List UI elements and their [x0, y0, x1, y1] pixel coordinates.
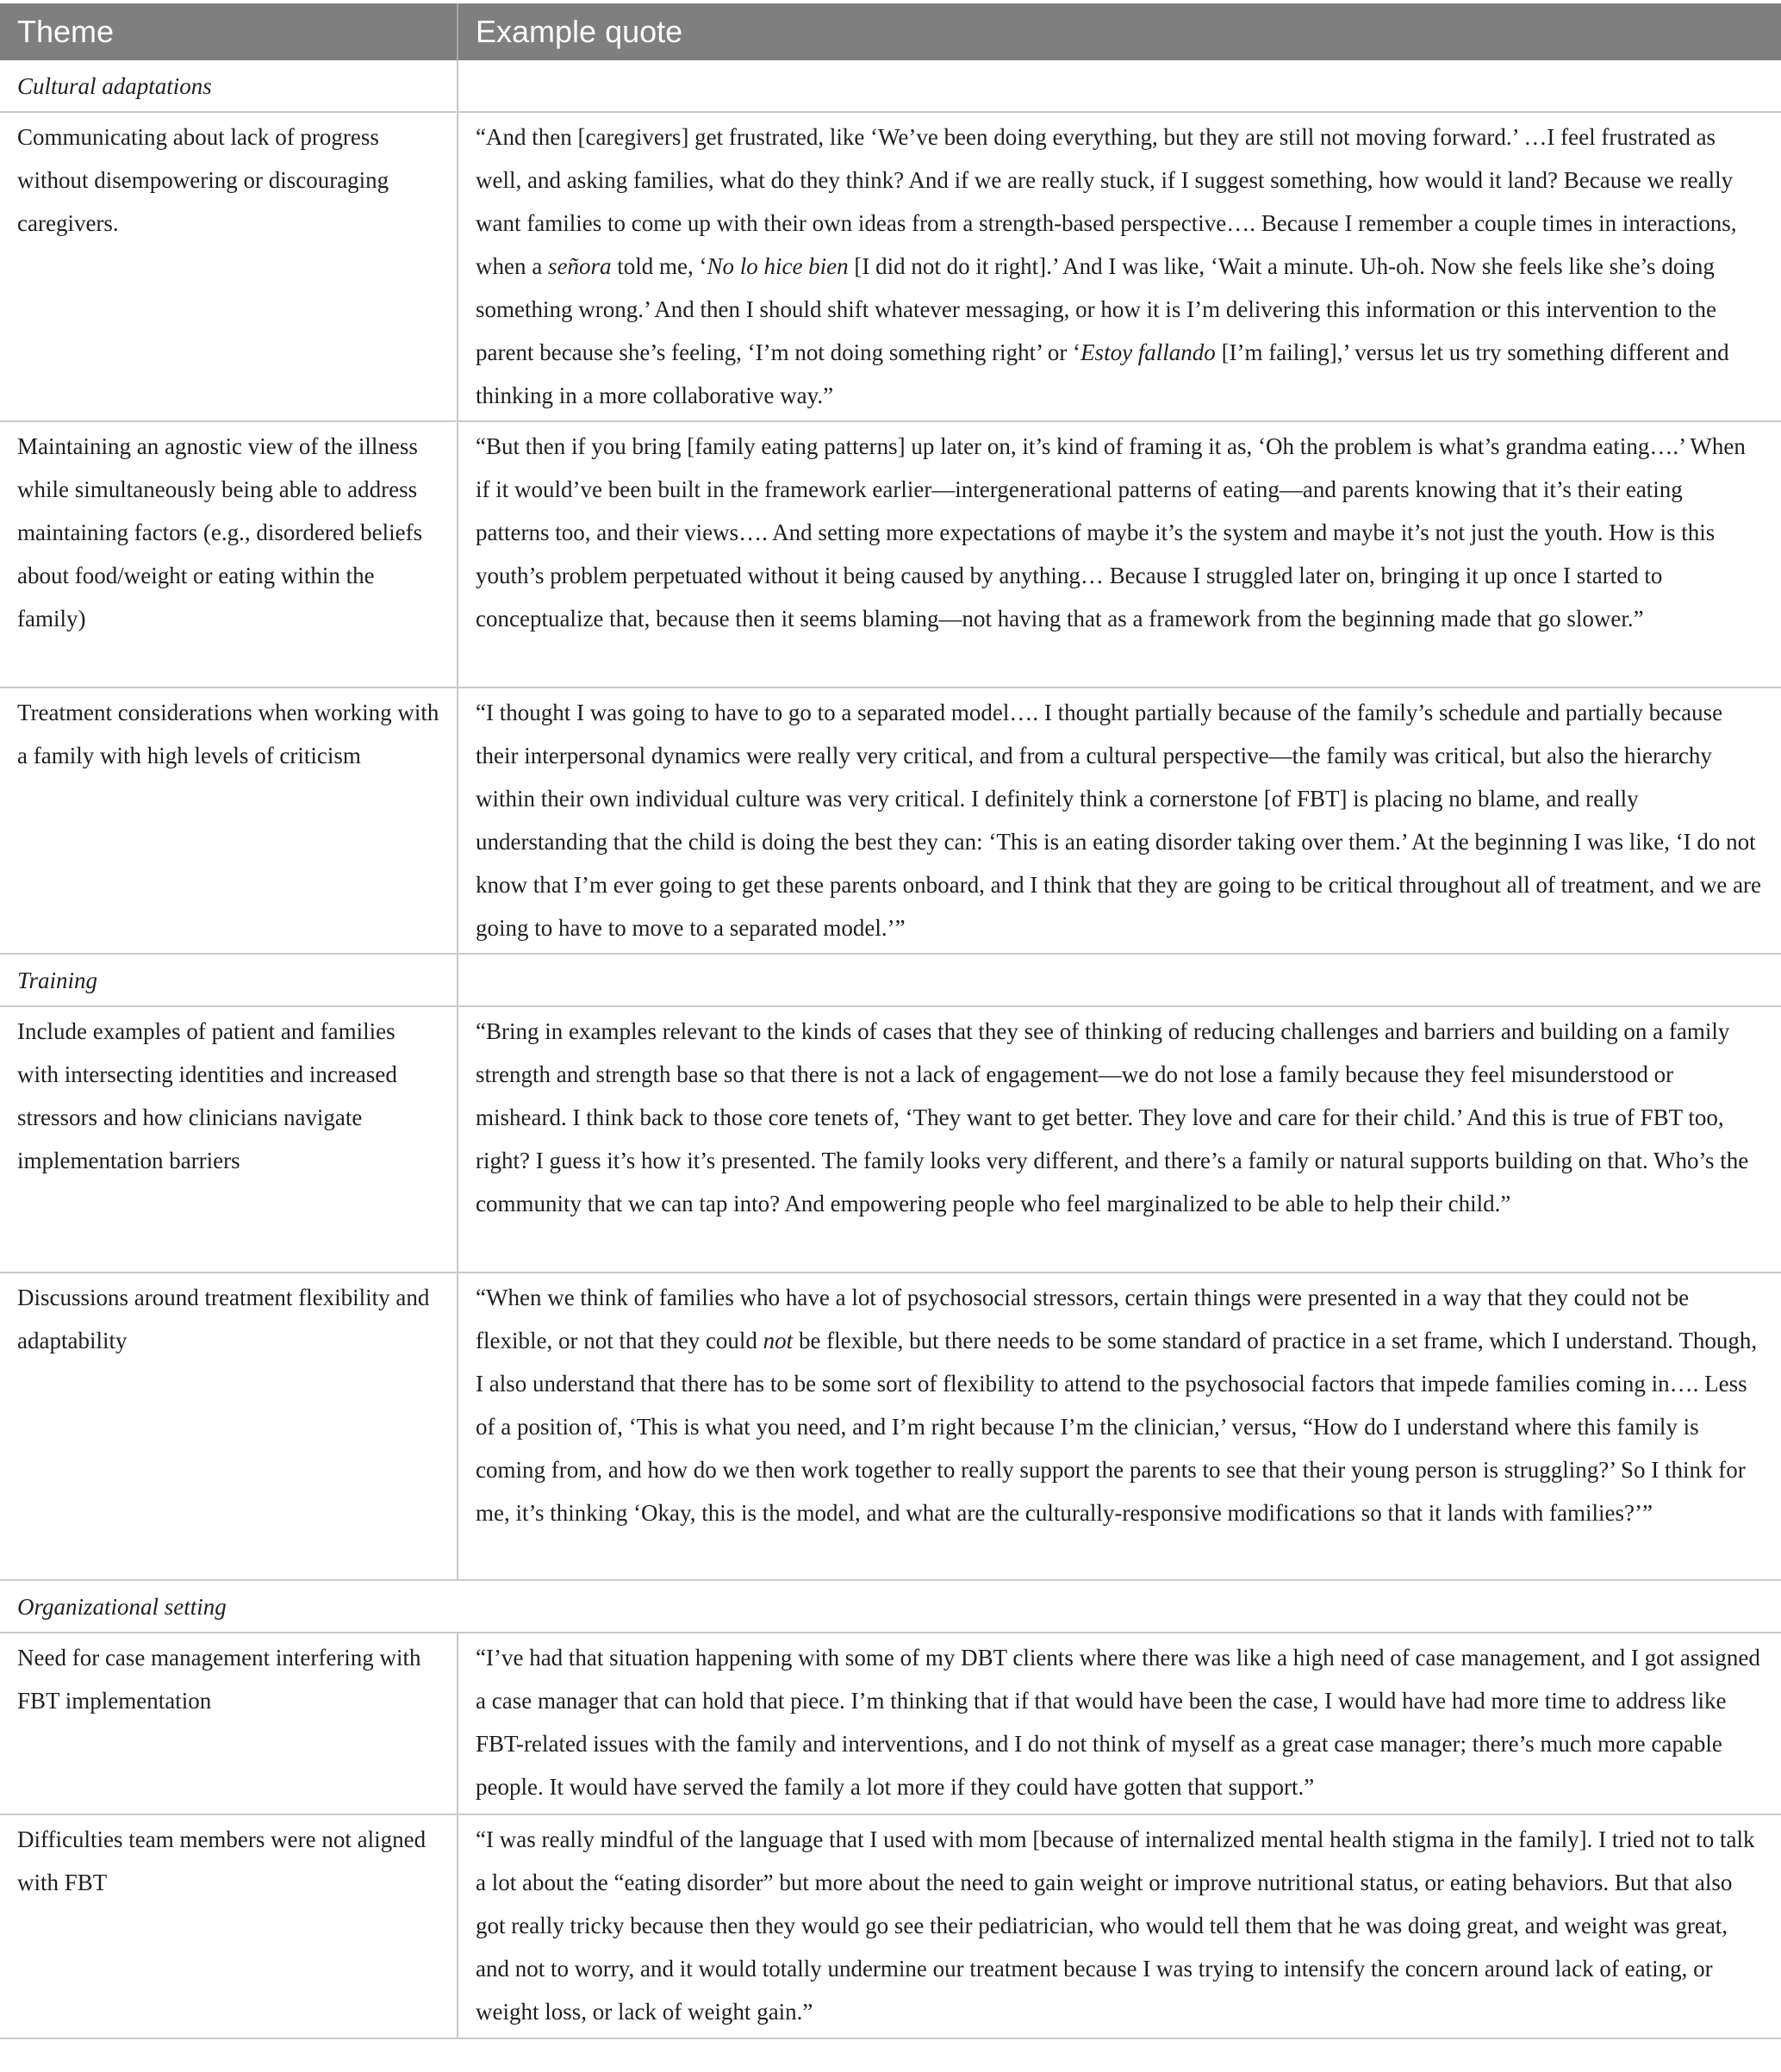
quote-cell: “But then if you bring [family eating patterns] up later on, it’s kind of framing it as, ‘Oh the problem is what’s grandma eating….’ When if it would’ve been built in the framework earlier—intergenerational patterns of eating—and parents knowing that it’s their eating patterns too, and their views…. And setting more expectations of maybe it’s the system and maybe it’s not just the youth. How is this youth’s problem perpetuated without it being caused by anything… Because I struggled later on, bringing it up once I started to conceptualize that, because then it seems blaming—not having that as a framework from the beginning made that go slower.”	[458, 421, 1781, 688]
theme-cell: Include examples of patient and families with intersecting identities and increased stressors and how clinicians navigate implementation barriers	[0, 1006, 458, 1272]
quote-cell: “I’ve had that situation happening with some of my DBT clients where there was like a high need of case management, and I got assigned a case manager that can hold that piece. I’m thinking that if that would have been the case, I would have had more time to address like FBT-related issues with the family and interventions, and I do not think of myself as a great case manager; there’s much more capable people. It would have served the family a lot more if they could have gotten that support.”	[458, 1633, 1781, 1814]
themes-table	[0, 3, 1781, 2039]
quote-text: [I did not do it right].’ And I was like, ‘Wait a minute. Uh-oh. Now she feels like she’s doing something wrong.’ And then I should shift whatever messaging, or how it is I’m delivering this information or this intervention to the parent because she’s feeling, ‘I’m not doing something right’ or ‘	[476, 253, 1717, 365]
section-row-organizational-setting	[0, 1580, 1781, 1633]
quote-cell: “I was really mindful of the language that I used with mom [because of internalized mental health stigma in the family]. I tried not to talk a lot about the “eating disorder” but more about the need to gain weight or improve nutritional status, or eating behaviors. But that also got really tricky because then they would go see their pediatrician, who would tell them that he was doing great, and weight was great, and not to worry, and it would totally undermine our treatment because I was trying to intensify the concern around lack of eating, or weight loss, or lack of weight gain.”	[458, 1814, 1781, 2038]
section-title: Cultural adaptations	[0, 60, 458, 112]
header-example-quote: Example quote	[458, 3, 1781, 60]
quote-text: [I’m failing],’ versus let us try something different and thinking in a more collaborative way.”	[476, 339, 1729, 408]
theme-cell: Difficulties team members were not aligned with FBT	[0, 1814, 458, 2038]
quote-cell	[458, 112, 1781, 421]
table-row	[0, 1006, 1781, 1272]
quote-italic-term: señora	[547, 253, 612, 279]
quote-cell: “I thought I was going to have to go to a separated model…. I thought partially because of the family’s schedule and partially because their interpersonal dynamics were really very critical, and from a cultural perspective—the family was critical, but also the hierarchy within their own individual culture was very critical. I definitely think a cornerstone [of FBT] is placing no blame, and really understanding that the child is doing the best they can: ‘This is an eating disorder taking over them.’ At the beginning I was like, ‘I do not know that I’m ever going to get these parents onboard, and I think that they are going to be critical throughout all of treatment, and we are going to have to move to a separated model.’”	[458, 688, 1781, 954]
quote-cell: “Bring in examples relevant to the kinds of cases that they see of thinking of reducing challenges and barriers and building on a family strength and strength base so that there is not a lack of engagement—we do not lose a family because they feel misunderstood or misheard. I think back to those core tenets of, ‘They want to get better. They love and care for their child.’ And this is true of FBT too, right? I guess it’s how it’s presented. The family looks very different, and there’s a family or natural supports building on that. Who’s the community that we can tap into? And empowering people who feel marginalized to be able to help their child.”	[458, 1006, 1781, 1272]
theme-cell: Need for case management interfering with FBT implementation	[0, 1633, 458, 1814]
quote-italic-term: Estoy fallando	[1080, 339, 1216, 365]
quote-text: told me, ‘	[611, 253, 707, 279]
section-title: Training	[0, 954, 458, 1006]
table-row	[0, 688, 1781, 954]
quote-italic-term: not	[763, 1328, 794, 1353]
table-header-row	[0, 3, 1781, 60]
theme-cell: Discussions around treatment flexibility and adaptability	[0, 1272, 458, 1580]
header-theme: Theme	[0, 3, 458, 60]
table-row	[0, 1633, 1781, 1814]
quote-text: “And then [caregivers] get frustrated, like ‘We’ve been doing everything, but they are still not moving forward.’ …I feel frustrated as well, and asking families, what do they think? And if we are really stuck, if I suggest something, how would it land? Because we really want families to come up with their own ideas from a strength-based perspective…. Because I remember a couple times in interactions, when a	[476, 124, 1737, 279]
theme-cell: Communicating about lack of progress without disempowering or discouraging caregivers.	[0, 112, 458, 421]
table-row	[0, 1272, 1781, 1580]
theme-cell: Treatment considerations when working with a family with high levels of criticism	[0, 688, 458, 954]
section-blank-cell	[458, 954, 1781, 1006]
section-blank-cell	[458, 60, 1781, 112]
section-row-cultural-adaptations	[0, 60, 1781, 112]
theme-cell: Maintaining an agnostic view of the illness while simultaneously being able to address maintaining factors (e.g., disordered beliefs about food/weight or eating within the family)	[0, 421, 458, 688]
table-row	[0, 421, 1781, 688]
table-row	[0, 112, 1781, 421]
quote-text: “When we think of families who have a lot of psychosocial stressors, certain things were presented in a way that they could not be flexible, or not that they could	[476, 1285, 1690, 1353]
table-row	[0, 1814, 1781, 2038]
quote-text: be flexible, but there needs to be some standard of practice in a set frame, which I understand. Though, I also understand that there has to be some sort of flexibility to attend to the psychosocial factors that impede families coming in…. Less of a position of, ‘This is what you need, and I’m right because I’m the clinician,’ versus, “How do I understand where this family is coming from, and how do we then work together to really support the parents to see that their young person is struggling?’ So I think for me, it’s thinking ‘Okay, this is the model, and what are the culturally-responsive modifications so that it lands with families?’”	[476, 1328, 1758, 1526]
quote-cell	[458, 1272, 1781, 1580]
section-title: Organizational setting	[0, 1580, 1781, 1633]
section-row-training	[0, 954, 1781, 1006]
quote-italic-term: No lo hice bien	[707, 253, 849, 279]
